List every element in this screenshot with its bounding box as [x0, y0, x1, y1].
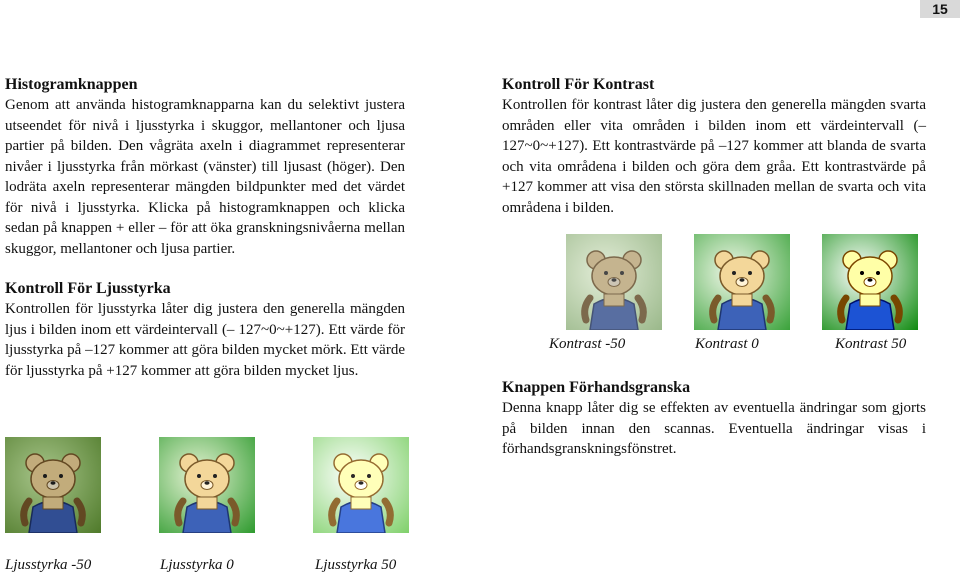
contrast-caption-minus-50: Kontrast -50: [549, 336, 626, 352]
contrast-title: Kontroll För Kontrast: [502, 76, 655, 93]
brightness-section: [5, 279, 405, 381]
brightness-body: Kontrollen för ljusstyrka låter dig justera den generella mängden ljus i bilden inom ett värdeintervall (– 127~0~+127). Ett värde för ljusstyrka på –127 kommer att göra bilden mycket mörk. Ett värde för ljusstyrka på +127 kommer att göra bilden mycket ljus.: [5, 301, 405, 379]
page-number: 15: [920, 0, 960, 18]
contrast-image-50: [822, 234, 918, 330]
contrast-captions: [549, 336, 929, 356]
right-column: [502, 75, 926, 238]
contrast-body: Kontrollen för kontrast låter dig justera den generella mängden svarta områden eller vita områden i bilden inom ett värdeintervall (–127~0~+127). Ett kontrastvärde på –127 kommer att blanda de svarta och vita områdena i bilden och göra dem gråa. Ett kontrastvärde på +127 kommer att visa den största skillnaden mellan de svarta och vita områdena i bilden.: [502, 97, 926, 216]
contrast-caption-50: Kontrast 50: [835, 336, 907, 352]
histogram-section: [5, 75, 405, 259]
preview-title: Knappen Förhandsgranska: [502, 379, 691, 396]
left-column: [5, 75, 405, 401]
brightness-caption-0: Ljusstyrka 0: [160, 557, 234, 573]
brightness-caption-minus-50: Ljusstyrka -50: [5, 557, 92, 573]
brightness-image-minus-50: [5, 437, 101, 533]
preview-section: [502, 378, 926, 460]
brightness-image-0: [159, 437, 255, 533]
brightness-images: [5, 437, 409, 533]
histogram-title: Histogramknappen: [5, 76, 138, 93]
brightness-captions: [5, 557, 405, 577]
contrast-images: [566, 234, 918, 330]
histogram-body: Genom att använda histogramknapparna kan du selektivt justera utseendet för nivå i ljusstyrka i skuggor, mellantoner och ljusa partier på bilden. Den vågräta axeln i diagrammet representerar nivåer i ljusstyrka från mörkast (vänster) till ljusast (höger). Den lodräta axeln representerar mängden bildpunkter med det värdet för nivå i ljusstyrka. Klicka på histogramknappen och klicka sedan på knappen + eller – för att öka granskningsnivåerna mellan skuggor, mellantoner och ljusa partier.: [5, 97, 405, 257]
brightness-title: Kontroll För Ljusstyrka: [5, 280, 171, 297]
contrast-image-minus-50: [566, 234, 662, 330]
preview-body: Denna knapp låter dig se effekten av eventuella ändringar som gjorts på bilden innan den scannas. Eventuella ändringar visas i förhandsgranskningsfönstret.: [502, 400, 926, 457]
brightness-image-50: [313, 437, 409, 533]
contrast-caption-0: Kontrast 0: [695, 336, 759, 352]
contrast-section: [502, 75, 926, 218]
contrast-image-0: [694, 234, 790, 330]
brightness-caption-50: Ljusstyrka 50: [315, 557, 397, 573]
